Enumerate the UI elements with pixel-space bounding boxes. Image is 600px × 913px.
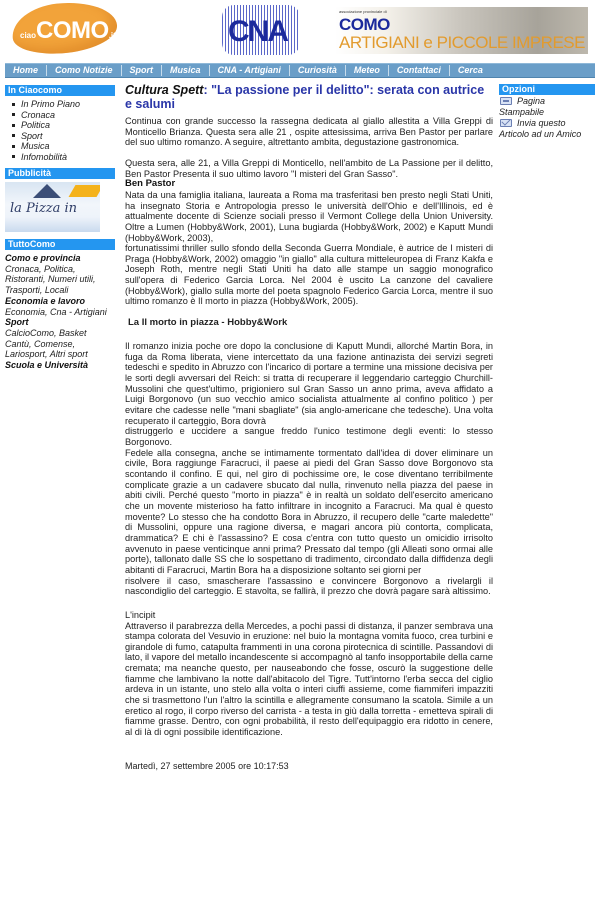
incipit-text: Attraverso il parabrezza della Mercedes, a pochi passi di distanza, il panzer sembrava una stampa colorata del Vesuvio in eruzione: nel buio la montagna vomita fuoco, crea turbini e girandole di fumo, catapulta frammenti in una corona pirotecnica di scintille. Passandovi di lato, il vapore del metallo incandescente si accompagnò al tanfo insopportabile della carne cremata; ma neanche questo, per nauseabondo che fosse, oscurò la suggestione delle fiamme che lambivano la notte dall'abitacolo del Tigre. Tutt'intorno l'erba secca del ciglio ardeva in un istante, uno stelo alla volta o interi ciuffi assieme, come fiammiferi impazziti che si trasmettono l'un l'altro la scintilla e allegramente consumano la scatola. Simile a un eretico al rogo, il corpo riverso del carrista - a testa in giù dalla torretta - emetteva spirali di fiamme grasse. Dentro, con ogni probabilità, il resto dell'equipaggio era ridotto in cenere, al di là di ogni possibile identificazione. bbox=[125, 620, 493, 738]
article-headline: "La passione per il delitto": serata con autrice e salumi bbox=[125, 83, 485, 111]
tuttocomo-link[interactable]: Cantù, Comense, bbox=[5, 338, 76, 349]
synopsis-paragraph: Fedele alla consegna, anche se intimamente tormentato dall'idea di dover eliminare un civile, Bora raggiunge Faracruci, il paese ai piedi del Gran Sasso dove Borgonovo sta scontando il confino. E qui, nel giro di pochissime ore, le cose diventano terribilmente complicate grazie a un cadavere sbucato dal nulla, rinvenuto nella piazza del paese in abiti civili. Perché questo "morto in piazza" è in realtà un soldato dell'esercito americano che un movente misterioso ha fatto infiltrare in incognito a Faracruci. Ma qual è questo movente? Lo stesso che ha condotto Bora in Abruzzo, il recupero delle "carte maledette" di Mussolini, oppure una ragione diversa, e magari ancora più contorta, complicata, drammatica? E chi è l'assassino? E cosa c'entra con tutto questo un omicidio irrisolto avvenuto in paese venticinque anni prima? Pressato dal tempo (gli Alleati sono ormai alle porte), tallonato dalle SS che lo sospettano di tradimento, circondato dalla diffidenza degli abitanti di Faracruci, Martin Bora ha a disposizione soltanto sei giorni per bbox=[125, 447, 493, 575]
author-bio-continued: fortunatissimi thriller sullo sfondo della Seconda Guerra Mondiale, è autrice de I misteri di Praga (Hobby&Work, 2002) omaggio "in giallo" alla cultura mitteleuropea di Franz Kakfa e Joseph Roth, mentre negli Stati Uniti ha dato alle stampe un saggio monografico sull'opera di Federico Garcia Lorca. Nel 2004 è uscito La canzone del cavaliere (Hobby&Work), giallo sulla morte del poeta spagnolo Federico Garcia Lorca, mentre il suo ultimo romanzo è Il morto in piazza (Hobby&Work, 2005). bbox=[125, 243, 493, 307]
tuttocomo-link[interactable]: Lariosport, Altri sport bbox=[5, 349, 88, 360]
tuttocomo-link[interactable]: Ristoranti, Numeri utili, bbox=[5, 274, 96, 285]
bullet-icon bbox=[12, 134, 15, 137]
tuttocomo-header: TuttoComo bbox=[5, 239, 115, 250]
in-ciaocomo-list bbox=[5, 96, 115, 168]
author-heading: Ben Pastor bbox=[125, 178, 176, 190]
bullet-icon bbox=[12, 113, 15, 116]
ciaocomo-logo-text bbox=[20, 17, 116, 45]
logo-main: COMO bbox=[36, 17, 109, 44]
tuttocomo-list bbox=[5, 250, 115, 371]
send-to-friend-link[interactable] bbox=[499, 118, 595, 139]
synopsis-paragraph: risolvere il caso, smascherare l'assassino e convincere Borgonovo a rivelargli il nascondiglio del carteggio. E stavolta, se fallirà, il prezzo che dovrà pagare sarà altissimo. bbox=[125, 575, 493, 597]
site-header bbox=[0, 0, 600, 62]
opzioni-header: Opzioni bbox=[499, 84, 595, 95]
ad-text: la Pizza in bbox=[10, 201, 78, 216]
banner-como-text: COMO bbox=[339, 15, 390, 34]
nav-cerca[interactable]: Cerca bbox=[457, 65, 483, 75]
option-label: Invia questo bbox=[517, 118, 566, 128]
article-date: Martedì, 27 settembre 2005 ore 10:17:53 bbox=[125, 760, 289, 771]
tuttocomo-link[interactable]: Trasporti, Locali bbox=[5, 285, 69, 296]
synopsis-paragraph: distruggerlo e uccidere a sangue freddo l'unico testimone degli eventi: lo stesso Borgonovo. bbox=[125, 426, 493, 447]
banner-artigiani-text: ARTIGIANI e PICCOLE IMPRESE bbox=[339, 33, 585, 52]
pubblicita-header: Pubblicità bbox=[5, 168, 115, 179]
bullet-icon bbox=[12, 155, 15, 158]
book-heading: La Il morto in piazza - Hobby&Work bbox=[128, 317, 288, 329]
sidebar-item-infomobilita[interactable] bbox=[12, 152, 115, 163]
title-separator: : bbox=[203, 83, 212, 97]
logo-suffix: .it bbox=[108, 31, 116, 40]
pizza-ad-banner[interactable] bbox=[5, 182, 100, 232]
sidebar-item-sport[interactable] bbox=[12, 131, 115, 142]
sidebar-item-label: Musica bbox=[21, 141, 50, 151]
nav-musica[interactable]: Musica bbox=[162, 65, 210, 76]
ciaocomo-logo[interactable] bbox=[12, 3, 117, 53]
tuttocomo-link[interactable]: Cronaca, Politica, bbox=[5, 263, 76, 274]
article-paragraph: Questa sera, alle 21, a Villa Greppi di Monticello, nell'ambito de La Passione per il delitto, Ben Pastor Presenta il suo ultimo lavoro "I misteri del Gran Sasso". bbox=[125, 157, 493, 179]
sidebar-item-musica[interactable] bbox=[12, 141, 115, 152]
printable-page-link[interactable] bbox=[499, 96, 595, 117]
incipit-label: L'incipit bbox=[125, 609, 156, 620]
sidebar-item-label: Cronaca bbox=[21, 109, 56, 120]
sidebar-item-label: Sport bbox=[21, 130, 43, 141]
sidebar-item-label: Infomobilità bbox=[21, 151, 68, 162]
mail-icon bbox=[500, 119, 512, 127]
tuttocomo-category-scuola[interactable]: Scuola e Università bbox=[5, 360, 89, 371]
logo-prefix: ciao bbox=[20, 31, 37, 40]
nav-sport[interactable]: Sport bbox=[122, 65, 163, 76]
ad-mountain-shape bbox=[33, 184, 61, 198]
option-label: Pagina bbox=[517, 96, 546, 106]
sidebar-item-in-primo-piano[interactable] bbox=[12, 99, 115, 110]
sidebar-item-label: In Primo Piano bbox=[21, 99, 81, 109]
sidebar-item-politica[interactable] bbox=[12, 120, 115, 131]
bullet-icon bbox=[12, 103, 15, 106]
como-artigiani-banner[interactable] bbox=[335, 7, 588, 54]
tuttocomo-category-como-provincia[interactable]: Como e provincia bbox=[5, 253, 81, 263]
right-sidebar bbox=[499, 84, 595, 139]
article bbox=[125, 83, 493, 771]
sidebar-item-cronaca[interactable] bbox=[12, 110, 115, 121]
synopsis-paragraph: Il romanzo inizia poche ore dopo la conclusione di Kaputt Mundi, allorché Martin Bora, in fuga da Roma liberata, viene intercettato da una fazione antinazista dei servizi segreti tedeschi e spedito in Abruzzo con l'incarico di portare a termine una missione decisiva per le sorti degli avversari del Reich: si tratta di recuperare il leggendario carteggio Churchill-Mussolini che quest'ultimo, prigioniero sul Gran Sasso un anno prima, aveva affidato a Luigi Borgonovo (un suo vecchio amico socialista attualmente al confino politico ) per evitare che cadesse nelle "mani sbagliate" (sia anglo-americane che tedesche). Una volta recuperato il carteggio, Bora dovrà bbox=[125, 341, 493, 426]
nav-curiosita[interactable]: Curiosità bbox=[290, 65, 346, 76]
nav-meteo[interactable]: Meteo bbox=[346, 65, 389, 76]
article-title bbox=[125, 83, 493, 111]
nav-como-notizie[interactable]: Como Notizie bbox=[47, 65, 122, 76]
tuttocomo-link[interactable]: CalcioComo, Basket bbox=[5, 327, 87, 338]
left-sidebar bbox=[5, 85, 115, 371]
bullet-icon bbox=[12, 145, 15, 148]
banner-assoc-text: associazione provinciale di bbox=[339, 9, 387, 14]
cna-logo-text: CNA bbox=[228, 15, 287, 48]
nav-contattaci[interactable]: Contattaci bbox=[389, 65, 450, 76]
bullet-icon bbox=[12, 124, 15, 127]
nav-home[interactable]: Home bbox=[5, 65, 47, 76]
option-label: Articolo ad un Amico bbox=[499, 128, 582, 139]
main-nav bbox=[5, 63, 595, 78]
option-label: Stampabile bbox=[499, 106, 545, 117]
cna-logo[interactable] bbox=[222, 5, 300, 55]
tuttocomo-link[interactable]: Economia, Cna - Artigiani bbox=[5, 306, 107, 317]
tuttocomo-category-economia[interactable]: Economia e lavoro bbox=[5, 295, 86, 306]
ad-stripe-shape bbox=[69, 185, 100, 197]
article-intro: Continua con grande successo la rassegna dedicata al giallo allestita a Villa Greppi di Monticello Brianza. Questa sera alle 21 , ospite attesissima, arriva Ben Pastor per parlare del suo ultimo romanzo. A seguire, altrettanto ambita, degustazione gastronomica. bbox=[125, 116, 493, 148]
print-icon bbox=[500, 97, 512, 105]
tuttocomo-category-sport[interactable]: Sport bbox=[5, 317, 29, 328]
article-category: Cultura Spett bbox=[125, 83, 204, 97]
sidebar-item-label: Politica bbox=[21, 120, 51, 130]
nav-cna-artigiani[interactable]: CNA - Artigiani bbox=[210, 65, 290, 76]
in-ciaocomo-header: In Ciaocomo bbox=[5, 85, 115, 96]
author-bio: Nata da una famiglia italiana, laureata a Roma ma trasferitasi ben presto negli Stati Uniti, ha insegnato Storia e Antropologia presso le università dell'Ohio e dell'Illinois, ed è attualmente docente di Scienze sociali presso il Vermont College della Union University. Oltre a Lumen (Hobby&Work, 2001), Luna bugiarda (Hobby&Work, 2002) e Kaputt Mundi (Hobby&Work, 2003), bbox=[125, 189, 493, 243]
